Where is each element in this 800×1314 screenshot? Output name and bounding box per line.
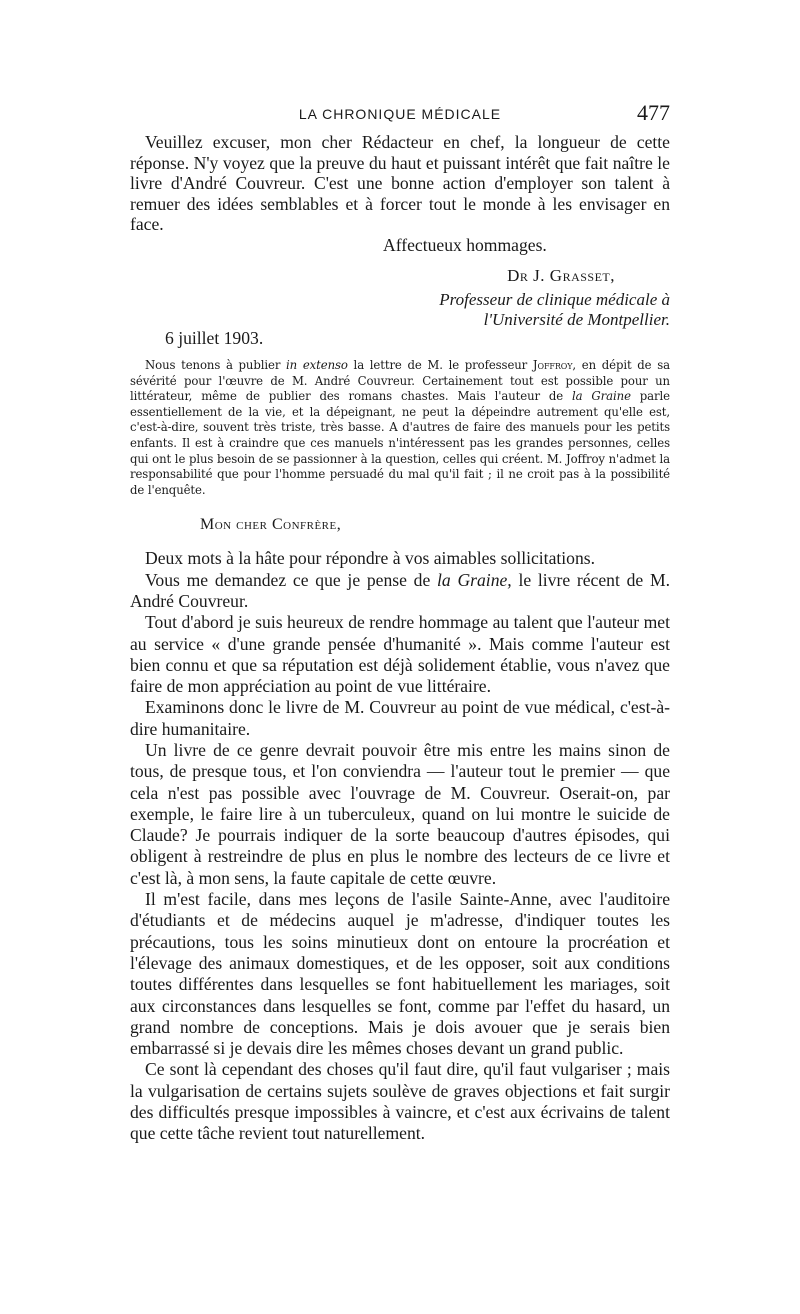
letter-body (130, 548, 670, 1144)
page-number: 477 (637, 100, 670, 125)
signature-title-line: Professeur de clinique médicale à (439, 289, 670, 309)
editor-note (130, 358, 670, 498)
closing-formula: Affectueux hommages. (383, 234, 547, 255)
page (130, 100, 670, 1145)
note-italic: la Graine (572, 389, 631, 404)
signature-name: Dr J. Grasset, (507, 265, 615, 285)
note-name: Joffroy (532, 357, 573, 372)
letter-date: 6 juillet 1903. (165, 327, 264, 348)
signature-block (130, 258, 670, 350)
body-paragraph: Deux mots à la hâte pour répondre à vos aimables sollicitations. (145, 548, 595, 569)
body-paragraph: Un livre de ce genre devrait pouvoir être mis entre les mains sinon de tous, de presque tous, et l'on conviendra — l'auteur tout le premier — que cela n'est pas possible avec l'ouvrage de M. Couvreur. Oserait-on, par exemple, le faire lire à un tuberculeux, quand on lui montre le suicide de Claude? Je pourrais indiquer de la sorte beaucoup d'autres épisodes, qui obligent à restreindre de plus en plus le nombre des lecteurs de ce livre et c'est là, à mon sens, la faute capitale de cette œuvre. (130, 739, 670, 888)
note-text: la lettre de M. le professeur (347, 357, 533, 372)
salutation: Mon cher Confrère, (200, 516, 342, 534)
note-italic: in extenso (286, 357, 348, 372)
page-header (130, 100, 670, 130)
body-paragraph: Tout d'abord je suis heureux de rendre hommage au talent que l'auteur met au service « d'une grande pensée d'humanité ». Mais comme l'auteur est bien connu et que sa réputation est déjà solidement établie, vous n'avez que faire de mon appréciation au point de vue littéraire. (130, 612, 670, 697)
signature-title-line: l'Université de Montpellier. (483, 309, 670, 329)
body-paragraph (130, 570, 670, 613)
note-text: Nous tenons à publier (145, 357, 287, 372)
body-text: Vous me demandez ce que je pense de (145, 569, 438, 590)
body-text: le livre récent de M. André Couvreur. (130, 569, 670, 611)
signature-title (439, 290, 670, 330)
letter-paragraph: Veuillez excuser, mon cher Rédacteur en chef, la longueur de cette réponse. N'y voyez que la preuve du haut et puissant intérêt que fait naître le livre d'André Couvreur. C'est une bonne action d'employer son talent à remuer des idées semblables et à forcer tout le monde à les envisager en face. (130, 132, 670, 235)
body-paragraph: Il m'est facile, dans mes leçons de l'asile Sainte-Anne, avec l'auditoire d'étudiants et de médecins auquel je m'adresse, d'indiquer toutes les précautions, tous les soins minutieux dont on entoure la procréation et l'élevage des animaux domestiques, et de les opposer, soit aux conditions toutes différentes dans lesquelles se font habituellement les mariages, soit aux circonstances dans lesquelles se font, comme par l'effet du hasard, un grand nombre de conceptions. Mais je dois avouer que je serais bien embarrassé si je devais dire les mêmes choses devant un grand public. (130, 889, 670, 1059)
book-title: la Graine, (437, 569, 512, 590)
note-text: , en dépit de sa sévérité pour l'œuvre de M. André Couvreur. Certainement tout est possible pour un littérateur, même de publier des romans chastes. Mais l'auteur de (130, 357, 670, 404)
letter-closing-section (130, 132, 670, 350)
body-paragraph: Ce sont là cependant des choses qu'il faut dire, qu'il faut vulgariser ; mais la vulgarisation de certains sujets soulève de graves objections et fait surgir des difficultés presque impossibles à vaincre, et c'est aux écrivains de talent que cette tâche revient tout naturellement. (130, 1059, 670, 1144)
note-text: parle essentiellement de la vie, et la dépeignant, ne peut la dépeindre autrement qu'elle est, c'est-à-dire, souvent très triste, très basse. A d'autres de faire des manuels pour les petits enfants. Il est à craindre que ces manuels n'intéressent pas les grandes personnes, celles qui ont le plus besoin de se passionner à la question, celles qui créent. M. Joffroy n'admet la responsabilité que pour l'homme persuadé du mal qu'il fait ; il ne croit pas à la possibilité de l'enquête. (130, 389, 670, 497)
running-title: LA CHRONIQUE MÉDICALE (298, 106, 502, 122)
body-paragraph: Examinons donc le livre de M. Couvreur au point de vue médical, c'est-à-dire humanitaire. (130, 697, 670, 739)
